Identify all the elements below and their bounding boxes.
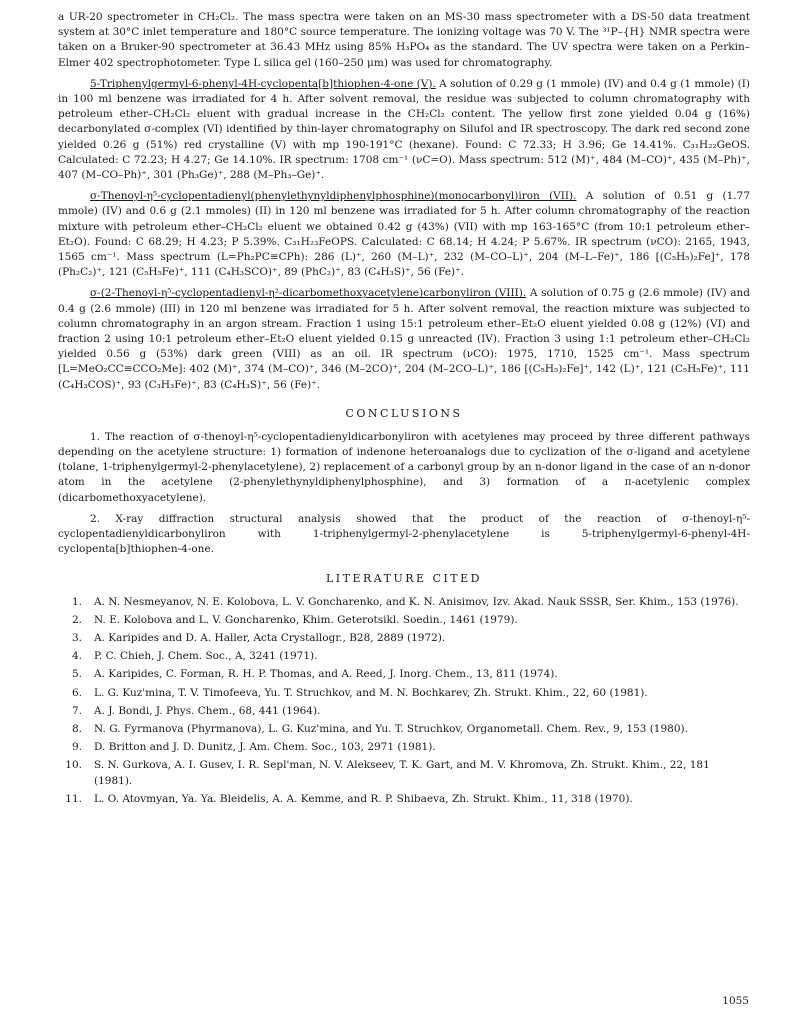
section-viii-title: σ-(2-Thenoyl-η⁵-cyclopentadienyl-η²-dicarbomethoxyacetylene)carbonyliron (VIII). — [90, 287, 527, 300]
reference-text: S. N. Gurkova, A. I. Gusev, I. R. Sepl'man, N. V. Alekseev, T. K. Gart, and M. V. Khromova, Zh. Strukt. Khim., 22, 181 (1981). — [94, 759, 710, 787]
page-number: 1055 — [722, 995, 749, 1007]
section-vii-body: A solution of 0.51 g (1.77 mmole) (IV) and 0.6 g (2.1 mmoles) (II) in 120 ml benzene was irradiated for 5 h. After column chromatography of the reaction mixture with petroleum ether–CH₂Cl₂ eluent we obtained 0.42 g (43%) (VII) with mp 163-165°C (from 10:1 petroleum ether–Et₂O). Found: C 68.29; H 4.23; P 5.39%. C₃₁H₂₃FeOPS. Calculated: C 68.14; H 4.24; P 5.67%. IR spectrum (νCO): 2165, 1943, 1565 cm⁻¹. Mass spectrum (L=Ph₂PC≡CPh): 286 (L)⁺, 260 (M–L)⁺, 232 (M–CO–L)⁺, 204 (M–L–Fe)⁺, 186 [(C₅H₅)₂Fe]⁺, 178 (Ph₂C₂)⁺, 121 (C₅H₅Fe)⁺, 111 (C₄H₃SCO)⁺, 89 (PhC₂)⁺, 83 (C₄H₃S)⁺, 56 (Fe)⁺. — [58, 190, 750, 279]
section-viii-body: A solution of 0.75 g (2.6 mmole) (IV) and 0.4 g (2.6 mmole) (III) in 120 ml benzene was irradiated for 5 h. After solvent removal, the reaction mixture was subjected to column chromatography in an argon stream. Fraction 1 using 15:1 petroleum ether–Et₂O eluent yielded 0.08 g (12%) (VI) and fraction 2 using 10:1 petroleum ether–Et₂O eluent yielded 0.15 g unreacted (IV). Fraction 3 using 1:1 petroleum ether–CH₂Cl₂ yielded 0.56 g (53%) dark green (VIII) as an oil. IR spectrum (νCO): 1975, 1710, 1525 cm⁻¹. Mass spectrum [L=MeO₂CC≡CCO₂Me]: 402 (M)⁺, 374 (M–CO)⁺, 346 (M–2CO)⁺, 204 (M–2CO–L)⁺, 186 [(C₅H₅)₂Fe]⁺, 142 (L)⁺, 121 (C₅H₅Fe)⁺, 111 (C₄H₃COS)⁺, 93 (C₃H₃Fe)⁺, 83 (C₄H₃S)⁺, 56 (Fe)⁺. — [58, 287, 750, 391]
reference-item — [58, 631, 750, 646]
reference-number: 4. — [71, 650, 82, 663]
reference-item — [58, 758, 750, 788]
reference-number: 6. — [71, 686, 82, 699]
reference-item — [58, 649, 750, 664]
section-viii-paragraph — [58, 286, 750, 392]
reference-item — [58, 792, 750, 807]
reference-item — [58, 686, 750, 701]
reference-list — [58, 595, 750, 807]
reference-text: P. C. Chieh, J. Chem. Soc., A, 3241 (1971). — [94, 650, 318, 663]
reference-text: D. Britton and J. D. Dunitz, J. Am. Chem. Soc., 103, 2971 (1981). — [94, 741, 436, 754]
reference-text: N. E. Kolobova and L. V. Goncharenko, Khim. Geterotsikl. Soedin., 1461 (1979). — [94, 613, 518, 626]
reference-item — [58, 667, 750, 682]
reference-text: L. G. Kuz'mina, T. V. Timofeeva, Yu. T. Struchkov, and M. N. Bochkarev, Zh. Strukt. Khim., 22, 60 (1981). — [94, 686, 648, 699]
section-v-title: 5-Triphenylgermyl-6-phenyl-4H-cyclopenta[b]thiophen-4-one (V). — [90, 77, 436, 90]
intro-paragraph: a UR-20 spectrometer in CH₂Cl₂. The mass spectra were taken on an MS-30 mass spectrometer with a DS-50 data treatment system at 30°C inlet temperature and 180°C source temperature. The ionizing voltage was 70 V. The ³¹P–{H} NMR spectra were taken on a Bruker-90 spectrometer at 36.43 MHz using 85% H₃PO₄ as the standard. The UV spectra were taken on a Perkin–Elmer 402 spectrophotometer. Type L silica gel (160–250 μm) was used for chromatography. — [58, 11, 750, 69]
reference-number: 10. — [65, 759, 82, 772]
section-vii-title: σ-Thenoyl-η⁵-cyclopentadienyl(phenylethynyldiphenylphosphine)(monocarbonyl)iron (VII). — [90, 190, 577, 203]
reference-number: 2. — [71, 613, 82, 626]
conclusions-heading: CONCLUSIONS — [345, 406, 463, 420]
reference-text: A. J. Bondi, J. Phys. Chem., 68, 441 (1964). — [94, 704, 321, 717]
reference-text: A. N. Nesmeyanov, N. E. Kolobova, L. V. Goncharenko, and K. N. Anisimov, Izv. Akad. Nauk SSSR, Ser. Khim., 153 (1976). — [94, 595, 739, 608]
section-v-body: A solution of 0.29 g (1 mmole) (IV) and 0.4 g (1 mmole) (I) in 100 ml benzene was irradiated for 4 h. After solvent removal, the residue was subjected to column chromatography with petroleum ether–CH₂Cl₂ eluent with gradual increase in the CH₂Cl₂ content. The yellow first zone yielded 0.04 g (16%) decarbonylated σ-complex (VI) identified by thin-layer chromatography on Silufol and IR spectroscopy. The dark red second zone yielded 0.26 g (51%) red crystalline (V) with mp 190-191°C (hexane). Found: C 72.33; H 3.96; Ge 14.41%. C₃₁H₂₂GeOS. Calculated: C 72.23; H 4.27; Ge 14.10%. IR spectrum: 1708 cm⁻¹ (νC=O). Mass spectrum: 512 (M)⁺, 484 (M–CO)⁺, 435 (M–Ph)⁺, 407 (M–CO–Ph)⁺, 301 (Ph₃Ge)⁺, 288 (M–Ph₃–Ge)⁺. — [58, 77, 751, 182]
reference-number: 8. — [71, 722, 82, 735]
reference-number: 1. — [71, 595, 82, 608]
reference-item — [58, 722, 750, 737]
reference-item — [58, 704, 750, 719]
reference-text: N. G. Fyrmanova (Phyrmanova), L. G. Kuz'mina, and Yu. T. Struchkov, Organometall. Chem. Rev., 9, 153 (1980). — [94, 722, 688, 735]
section-v-paragraph — [58, 77, 750, 183]
reference-text: L. O. Atovmyan, Ya. Ya. Bleidelis, A. A. Kemme, and R. P. Shibaeva, Zh. Strukt. Khim., 11, 318 (1970). — [94, 792, 633, 805]
conclusion-1: 1. The reaction of σ-thenoyl-η⁵-cyclopentadienyldicarbonyliron with acetylenes may proceed by three different pathways depending on the acetylene structure: 1) formation of indenone heteroanalogs due to cyclization of the σ-ligand and acetylene (tolane, 1-triphenylgermyl-2-phenylacetylene), 2) replacement of a carbonyl group by an n-donor ligand in the case of an n-donor atom in the acetylene (2-phenylethynyldiphenylphosphine), and 3) formation of a π-acetylenic complex (dicarbomethoxyacetylene). — [58, 430, 750, 504]
reference-text: A. Karipides, C. Forman, R. H. P. Thomas, and A. Reed, J. Inorg. Chem., 13, 811 (1974). — [94, 668, 558, 681]
conclusion-2: 2. X-ray diffraction structural analysis showed that the product of the reaction of σ-thenoyl-η⁵-cyclopentadienyldicarbonyliron with 1-triphenylgermyl-2-phenylacetylene is 5-triphenylgermyl-6-phenyl-4H-cyclopenta[b]thiophen-4-one. — [58, 512, 750, 556]
reference-number: 7. — [71, 704, 82, 717]
reference-item — [58, 740, 750, 755]
reference-number: 9. — [71, 741, 82, 754]
reference-text: A. Karipides and D. A. Haller, Acta Crystallogr., B28, 2889 (1972). — [94, 631, 446, 644]
reference-item — [58, 595, 750, 610]
section-vii-paragraph — [58, 189, 750, 280]
reference-number: 11. — [65, 792, 82, 805]
paper-page — [58, 10, 750, 810]
literature-heading: LITERATURE CITED — [325, 571, 482, 585]
reference-number: 5. — [71, 668, 82, 681]
reference-number: 3. — [71, 631, 82, 644]
reference-item — [58, 613, 750, 628]
